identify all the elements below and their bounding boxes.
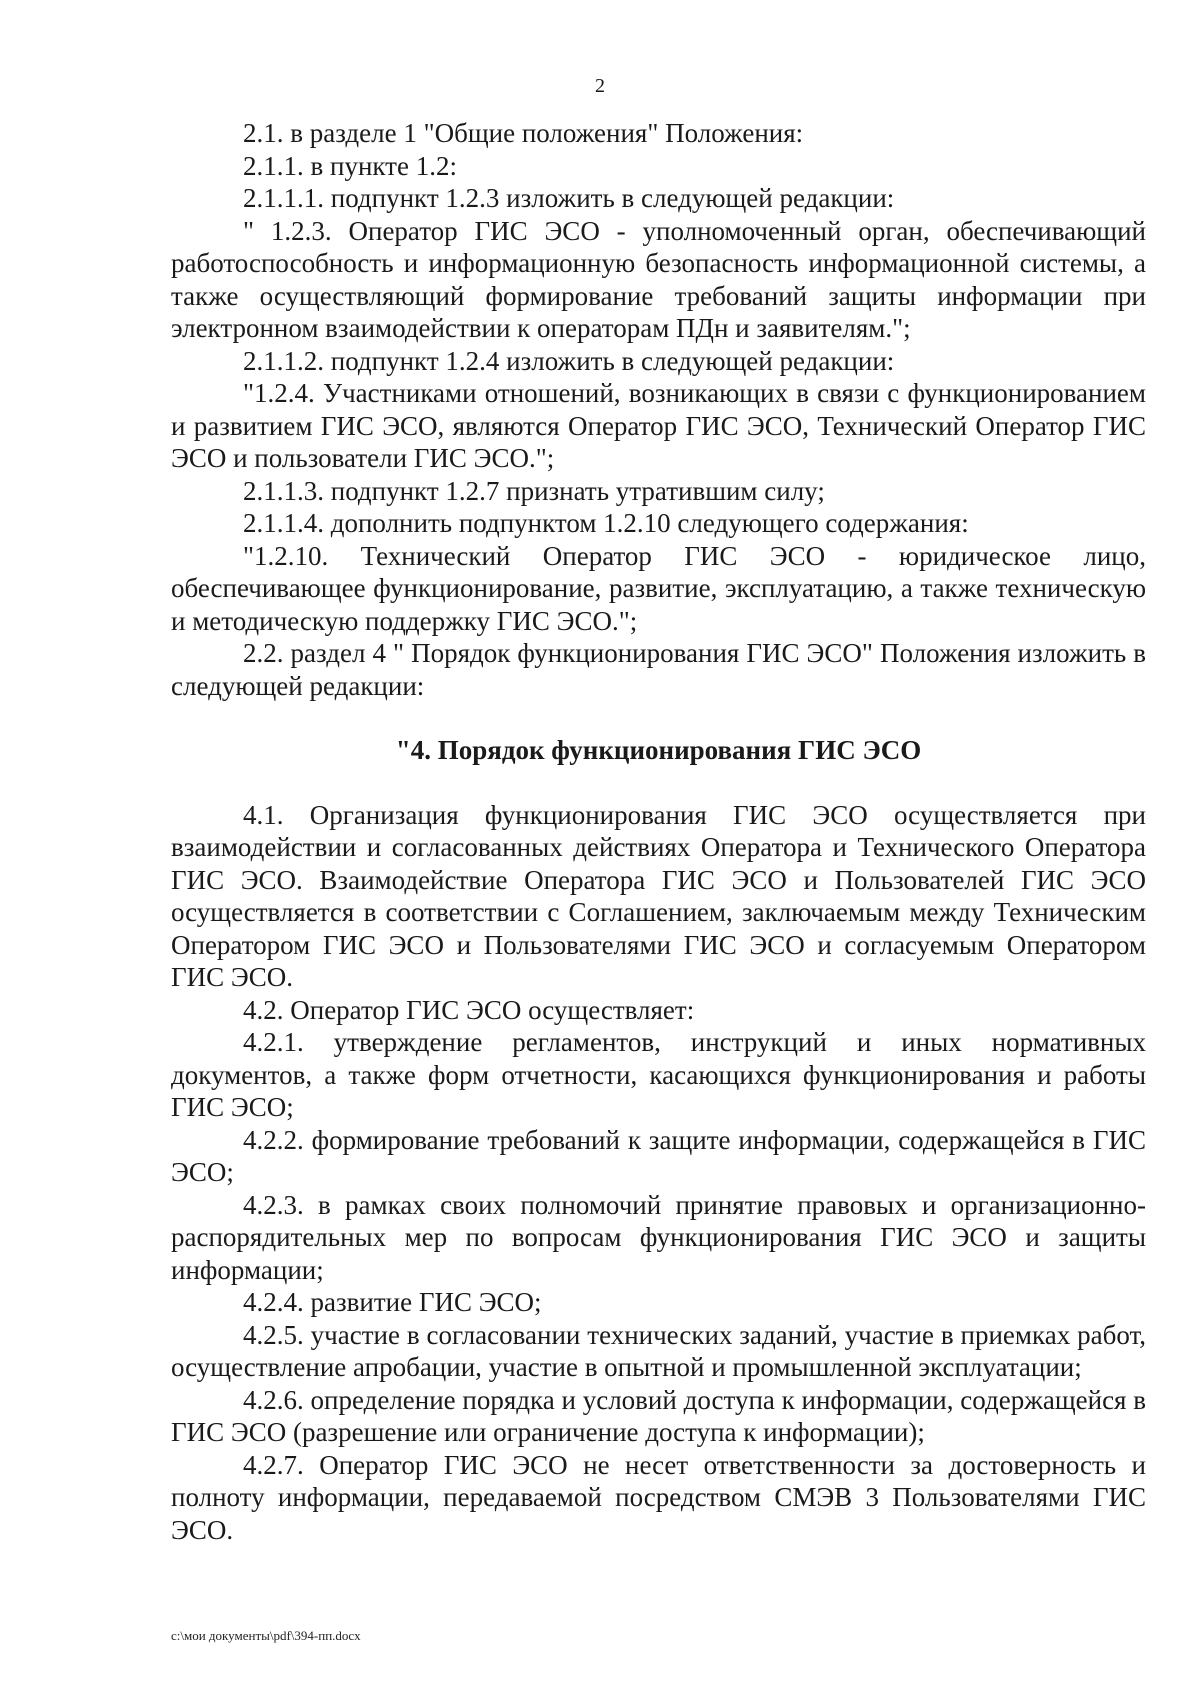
page-number: 2 [595, 75, 605, 97]
paragraph-2-1-1-1: 2.1.1.1. подпункт 1.2.3 изложить в следующей редакции: [243, 183, 895, 213]
document-body [171, 117, 1146, 1546]
paragraph-4-2-1: 4.2.1. утверждение регламентов, инструкций и иных нормативных документов, а также форм отчетности, касающихся функционирования и работы ГИС ЭСО; [171, 1027, 1146, 1122]
paragraph-4-2-7: 4.2.7. Оператор ГИС ЭСО не несет ответственности за достоверность и полноту информации, передаваемой посредством СМЭВ 3 Пользователями ГИС ЭСО. [171, 1449, 1146, 1545]
paragraph-2-1: 2.1. в разделе 1 "Общие положения" Положения: [243, 118, 804, 148]
footer-file-path: c:\мои документы\pdf\394-пп.docx [171, 1628, 361, 1643]
paragraph-1-2-4-text: "1.2.4. Участниками отношений, возникающих в связи с функционированием и развитием ГИС ЭСО, являются Оператор ГИС ЭСО, Технический Оператор ГИС ЭСО и пользователи ГИС ЭСО."; [171, 378, 1146, 473]
paragraph-2-1-1: 2.1.1. в пункте 1.2: [243, 150, 457, 181]
paragraph-4-2-2: 4.2.2. формирование требований к защите информации, содержащейся в ГИС ЭСО; [171, 1124, 1146, 1187]
paragraph-4-2-6: 4.2.6. определение порядка и условий доступа к информации, содержащейся в ГИС ЭСО (разрешение или ограничение доступа к информации); [171, 1384, 1146, 1447]
paragraph-4-2: 4.2. Оператор ГИС ЭСО осуществляет: [243, 994, 695, 1025]
paragraph-2-1-1-4: 2.1.1.4. дополнить подпунктом 1.2.10 следующего содержания: [243, 508, 969, 538]
paragraph-4-2-5: 4.2.5. участие в согласовании технических заданий, участие в приемках работ, осуществление апробации, участие в опытной и промышленной эксплуатации; [171, 1319, 1146, 1382]
paragraph-1-2-10-text: "1.2.10. Технический Оператор ГИС ЭСО - юридическое лицо, обеспечивающее функционирование, развитие, эксплуатацию, а также техническую и методическую поддержку ГИС ЭСО."; [171, 540, 1146, 636]
paragraph-4-1: 4.1. Организация функционирования ГИС ЭСО осуществляется при взаимодействии и согласованных действиях Оператора и Технического Оператора ГИС ЭСО. Взаимодействие Оператора ГИС ЭСО и Пользователей ГИС ЭСО осуществляется в соответствии с Соглашением, заключаемым между Техническим Оператором ГИС ЭСО и Пользователями ГИС ЭСО и согласуемым Оператором ГИС ЭСО. [171, 799, 1146, 992]
paragraph-2-2: 2.2. раздел 4 " Порядок функционирования ГИС ЭСО" Положения изложить в следующей редакции: [171, 638, 1146, 701]
paragraph-1-2-3-text: " 1.2.3. Оператор ГИС ЭСО - уполномоченный орган, обеспечивающий работоспособность и информационную безопасность информационной системы, а также осуществляющий формирование требований защиты информации при электронном взаимодействии к операторам ПДн и заявителям."; [171, 215, 1146, 343]
section-heading: "4. Порядок функционирования ГИС ЭСО [395, 735, 922, 765]
paragraph-2-1-1-3: 2.1.1.3. подпункт 1.2.7 признать утратившим силу; [243, 475, 825, 506]
paragraph-2-1-1-2: 2.1.1.2. подпункт 1.2.4 изложить в следующей редакции: [243, 345, 895, 376]
paragraph-4-2-3: 4.2.3. в рамках своих полномочий принятие правовых и организационно-распорядительных мер по вопросам функционирования ГИС ЭСО и защиты информации; [171, 1189, 1146, 1285]
paragraph-4-2-4: 4.2.4. развитие ГИС ЭСО; [243, 1287, 542, 1317]
